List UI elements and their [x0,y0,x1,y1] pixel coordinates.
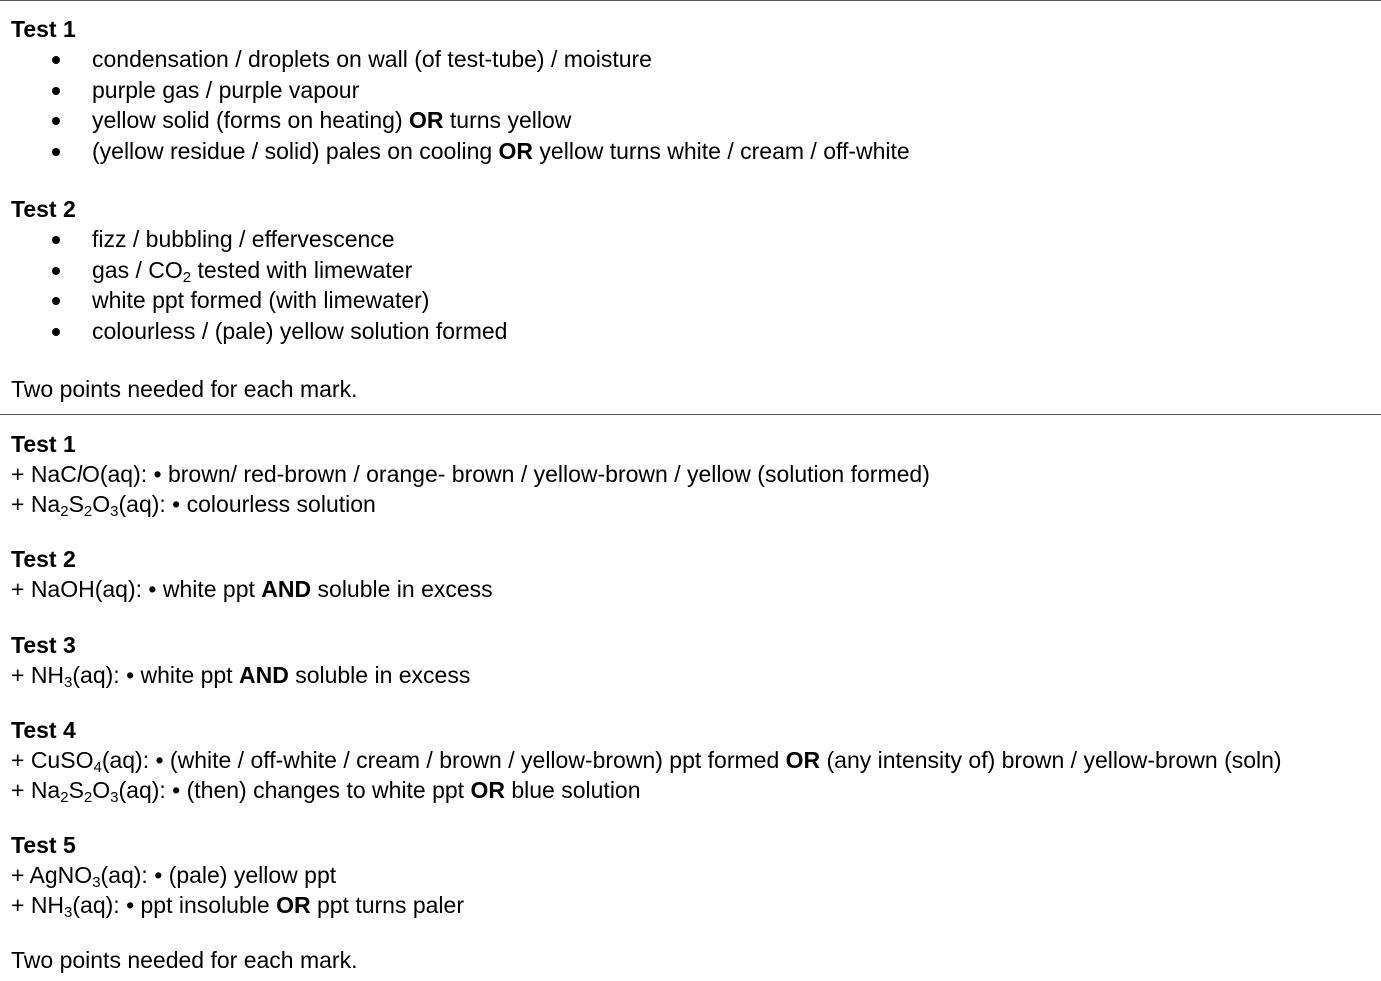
list-item: gas / $CO_2$ tested with limewater [11,255,1379,286]
part-a-test2-heading: Test 2 [11,196,76,222]
bullet-icon [52,117,60,125]
bullet-icon [52,267,60,275]
list-item: yellow solid (forms on heating) OR turns yellow [11,105,1379,136]
list-item: colourless / (pale) yellow solution formed [11,316,1379,347]
bullet-icon [52,87,60,95]
list-item: fizz / bubbling / effervescence [11,224,1379,255]
bullet-icon [52,297,60,305]
part-b-test4-line2: + $Na_2S_2O_3(aq)$: • (then) changes to white ppt OR blue solution [11,776,641,806]
part-a-test2-list [11,224,1379,346]
list-item: white ppt formed (with limewater) [11,285,1379,316]
list-item: purple gas / purple vapour [11,75,1379,106]
part-a-test1-list [11,44,1379,166]
list-item: condensation / droplets on wall (of test-tube) / moisture [11,44,1379,75]
top-rule [0,0,1381,1]
part-b-test3-line1: + $NH_3(aq)$: • white ppt AND soluble in excess [11,661,471,691]
part-b-test2-heading: Test 2 [11,546,76,572]
part-b-test1-line1: + NaClO(aq): • brown/ red-brown / orange- brown / yellow-brown / yellow (solution formed) [11,461,930,487]
part-b-test3-heading: Test 3 [11,631,76,658]
bullet-icon [52,328,60,336]
middle-rule [0,414,1381,415]
part-b [11,429,1379,975]
part-a-note: Two points needed for each mark. [11,376,358,402]
part-b-note: Two points needed for each mark. [11,947,358,973]
part-b-test4-heading: Test 4 [11,717,76,743]
part-b-test1-heading: Test 1 [11,431,76,457]
bullet-icon [52,148,60,156]
list-item: (yellow residue / solid) pales on cooling OR yellow turns white / cream / off-white [11,136,1379,167]
part-a-test1-heading: Test 1 [11,16,76,42]
bullet-icon [52,236,60,244]
part-b-test1-line2: + $Na_2S_2O_3(aq)$: • colourless solution [11,490,376,520]
part-b-test5-line1: + AgNO$_3$(aq): • (pale) yellow ppt [11,862,337,891]
part-b-test2-line1: + NaOH(aq): • white ppt AND soluble in excess [11,576,493,602]
part-b-test5-heading: Test 5 [11,832,76,858]
part-a [11,14,1379,404]
part-b-test5-line2: + $NH_3(aq)$: • ppt insoluble OR ppt turns paler [11,891,464,921]
bullet-icon [52,56,60,64]
part-b-test4-line1: + CuSO$_4$(aq): • (white / off-white / cream / brown / yellow-brown) ppt formed OR (any intensity of) brown / yellow-brown (soln) [11,747,1282,776]
